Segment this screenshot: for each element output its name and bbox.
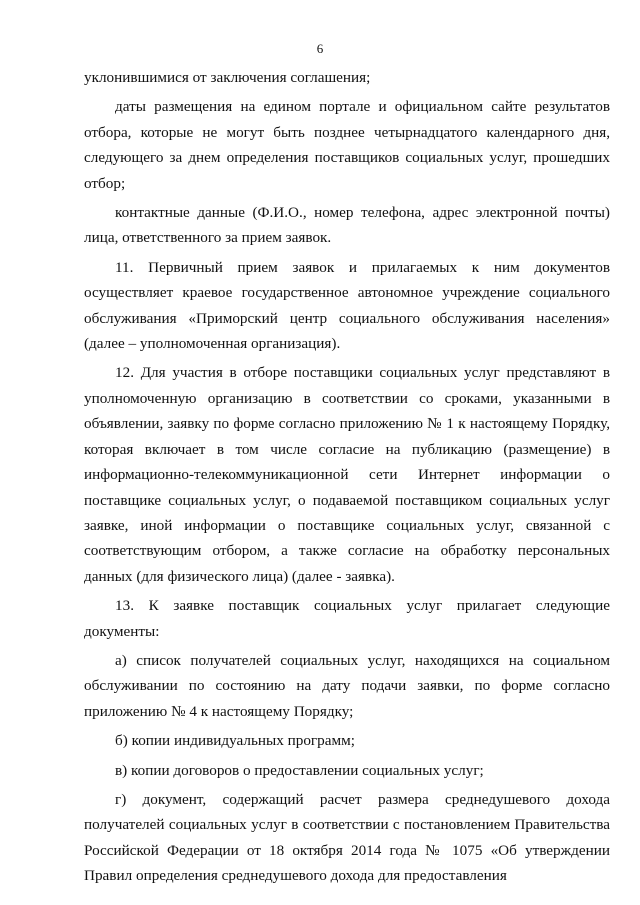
paragraph-12: 12. Для участия в отборе поставщики социальных услуг представляют в уполномоченную организацию в соответствии со сроками, указанными в объявлении, заявку по форме согласно приложению № 1 к настоящему Порядку, которая включает в том числе согласие на публикацию (размещение) в информационно-телекоммуникационной сети Интернет информации о поставщике социальных услуг, о подаваемой поставщиком социальных услуг заявке, иной информации о поставщике социальных услуг, связанной с соответствующим отбором, а также согласие на обработку персональных данных (для физического лица) (далее - заявка). (84, 364, 610, 585)
list-item-v: в) копии договоров о предоставлении социальных услуг; (115, 761, 484, 779)
list-item-b: б) копии индивидуальных программ; (115, 732, 355, 750)
paragraph-contact-data: контактные данные (Ф.И.О., номер телефона, адрес электронной почты) лица, ответственного за прием заявок. (84, 204, 610, 247)
paragraph-dates-placement: даты размещения на едином портале и официальном сайте результатов отбора, которые не могут быть позднее четырнадцатого календарного дня, следующего за днем определения поставщиков социальных услуг, прошедших отбор; (84, 98, 610, 192)
document-body (84, 65, 610, 893)
paragraph-13: 13. К заявке поставщик социальных услуг прилагает следующие документы: (84, 597, 610, 640)
list-item-a: а) список получателей социальных услуг, находящихся на социальном обслуживании по состоянию на дату подачи заявки, по форме согласно приложению № 4 к настоящему Порядку; (84, 651, 610, 720)
page-number: 6 (316, 41, 324, 56)
list-item-g: г) документ, содержащий расчет размера среднедушевого дохода получателей социальных услуг в соответствии с постановлением Правительства Российской Федерации от 18 октября 2014 года № 1075 «Об утверждении Правил определения среднедушевого дохода для предоставления (84, 790, 610, 885)
paragraph-continuation: уклонившимися от заключения соглашения; (84, 69, 371, 86)
paragraph-11: 11. Первичный прием заявок и прилагаемых к ним документов осуществляет краевое государственное автономное учреждение социального обслуживания «Приморский центр социального обслуживания населения» (далее – уполномоченная организация). (84, 258, 610, 353)
